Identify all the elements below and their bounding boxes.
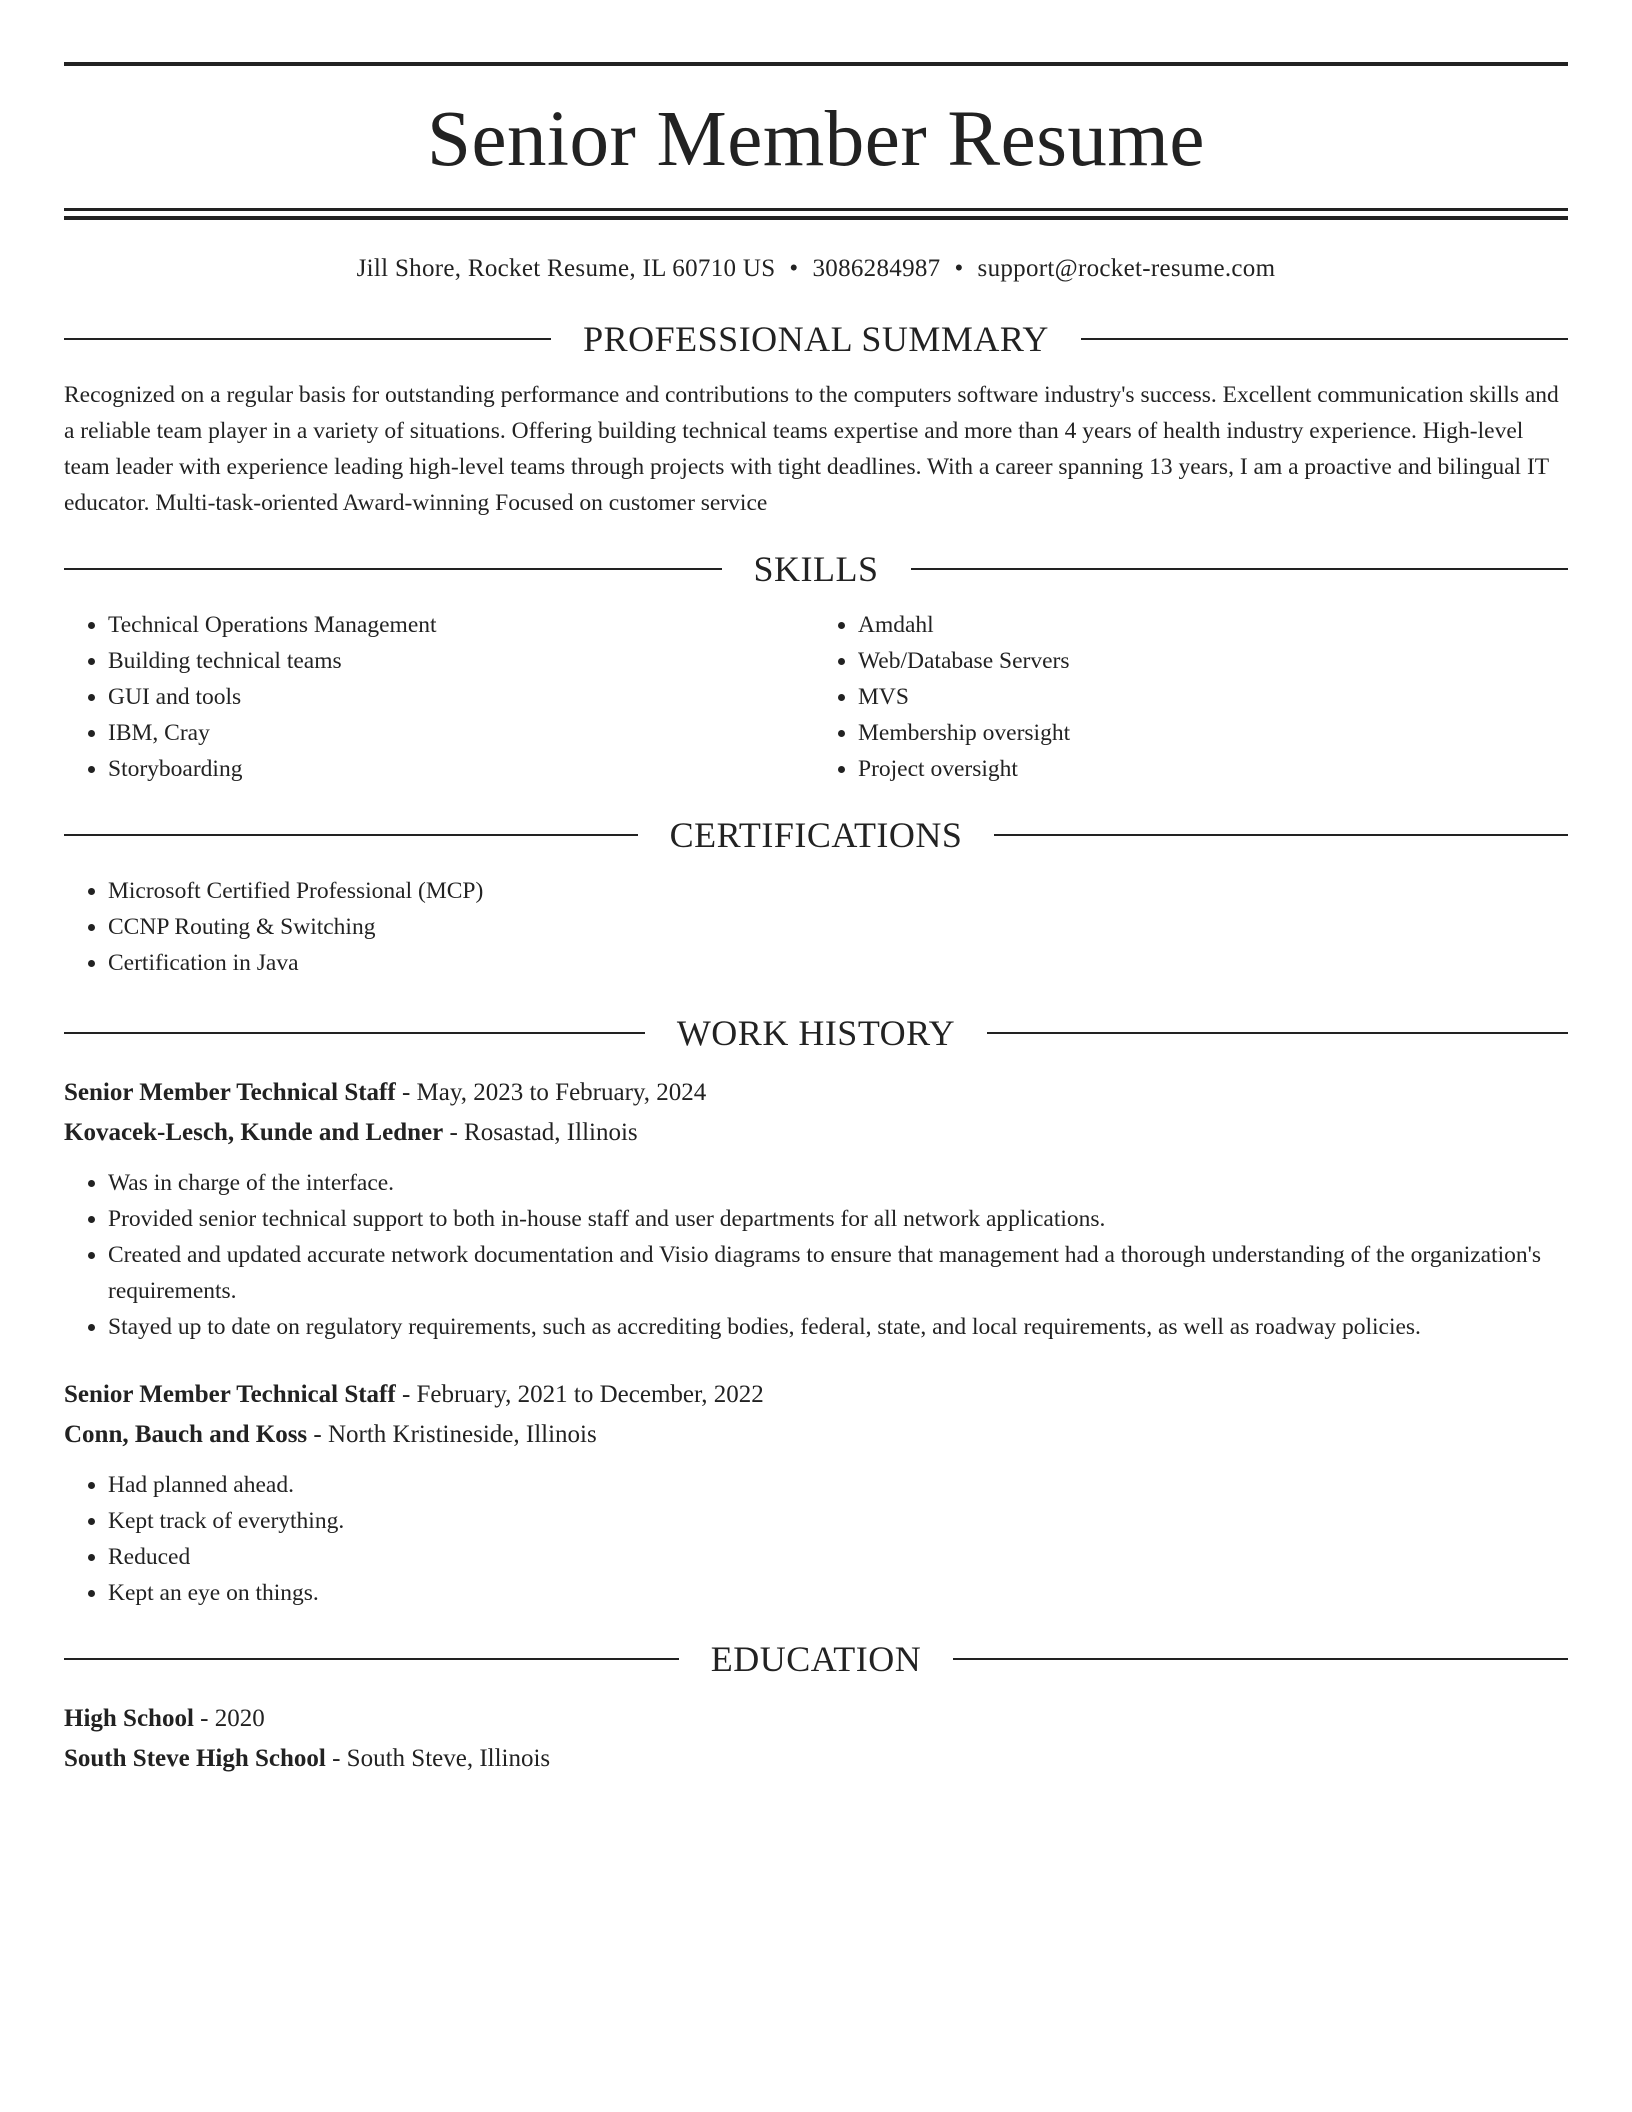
education-school-line [64, 1739, 1568, 1779]
certifications-heading: CERTIFICATIONS [669, 815, 963, 855]
skill-item: • IBM, Cray [108, 715, 816, 751]
heading-rule-left [64, 1032, 645, 1034]
contact-email: support@rocket-resume.com [977, 255, 1276, 282]
top-rule [64, 62, 1568, 66]
heading-rule-right [1081, 338, 1568, 340]
heading-rule-left [64, 1658, 679, 1660]
education-degree: High School [64, 1705, 194, 1732]
heading-rule-right [911, 568, 1569, 570]
skills-column-left [64, 607, 816, 787]
job-bullet: • Reduced [108, 1539, 1568, 1575]
certification-item: • Certification in Java [108, 945, 1568, 981]
section-heading-education [64, 1641, 1568, 1677]
job-company: Kovacek-Lesch, Kunde and Ledner [64, 1119, 444, 1146]
job-bullet: • Provided senior technical support to both in-house staff and user departments for all network applications. [108, 1201, 1568, 1237]
skills-list [64, 607, 1568, 787]
job-company: Conn, Bauch and Koss [64, 1421, 308, 1448]
title-double-rule [64, 208, 1568, 220]
education-degree-line [64, 1699, 1568, 1739]
heading-rule-left [64, 338, 551, 340]
certification-item: • Microsoft Certified Professional (MCP) [108, 873, 1568, 909]
certification-item: • CCNP Routing & Switching [108, 909, 1568, 945]
contact-separator: • [789, 255, 799, 282]
section-heading-summary [64, 321, 1568, 357]
job-bullets [64, 1165, 1568, 1345]
section-heading-work-history [64, 1015, 1568, 1051]
job-company-line [64, 1415, 1568, 1455]
job-company-line [64, 1113, 1568, 1153]
job-location: - Rosastad, Illinois [443, 1119, 638, 1146]
job-entry [64, 1375, 1568, 1611]
job-dates: - February, 2021 to December, 2022 [395, 1381, 764, 1408]
skill-item: • MVS [858, 679, 1568, 715]
job-dates: - May, 2023 to February, 2024 [395, 1079, 707, 1106]
education-entry [64, 1699, 1568, 1779]
job-bullet: • Kept an eye on things. [108, 1575, 1568, 1611]
contact-address: Jill Shore, Rocket Resume, IL 60710 US [356, 255, 776, 282]
skills-column-right [816, 607, 1568, 787]
job-bullet: • Was in charge of the interface. [108, 1165, 1568, 1201]
summary-text: Recognized on a regular basis for outstanding performance and contributions to the computers software industry's success. Excellent communication skills and a reliable team player in a variety of situations. Offering building technical teams expertise and more than 4 years of health industry experience. High-level team leader with experience leading high-level teams through projects with tight deadlines. With a career spanning 13 years, I am a proactive and bilingual IT educator. Multi-task-oriented Award-winning Focused on customer service [64, 382, 1559, 516]
contact-line [64, 256, 1568, 281]
summary-heading: PROFESSIONAL SUMMARY [583, 319, 1049, 359]
contact-separator: • [954, 255, 964, 282]
skill-item: • GUI and tools [108, 679, 816, 715]
section-heading-certifications [64, 817, 1568, 853]
skill-item: • Amdahl [858, 607, 1568, 643]
job-bullet: • Created and updated accurate network documentation and Visio diagrams to ensure that management had a thorough understanding of the organization's requirements. [108, 1237, 1568, 1309]
certifications-list [64, 873, 1568, 981]
job-title: Senior Member Technical Staff [64, 1381, 396, 1408]
section-heading-skills [64, 551, 1568, 587]
heading-rule-left [64, 568, 722, 570]
heading-rule-right [987, 1032, 1568, 1034]
job-bullet: • Stayed up to date on regulatory requirements, such as accrediting bodies, federal, state, and local requirements, as well as roadway policies. [108, 1309, 1568, 1345]
skill-item: • Technical Operations Management [108, 607, 816, 643]
job-bullet: • Kept track of everything. [108, 1503, 1568, 1539]
skills-heading: SKILLS [753, 549, 879, 589]
job-bullets [64, 1467, 1568, 1611]
job-title: Senior Member Technical Staff [64, 1079, 396, 1106]
work-history-heading: WORK HISTORY [676, 1013, 956, 1053]
education-heading: EDUCATION [710, 1639, 922, 1679]
heading-rule-right [994, 834, 1568, 836]
education-location: - South Steve, Illinois [325, 1745, 551, 1772]
job-title-line [64, 1073, 1568, 1113]
job-bullet: • Had planned ahead. [108, 1467, 1568, 1503]
contact-phone: 3086284987 [812, 255, 941, 282]
skill-item: • Membership oversight [858, 715, 1568, 751]
job-title-line [64, 1375, 1568, 1415]
job-entry [64, 1073, 1568, 1345]
education-school: South Steve High School [64, 1745, 326, 1772]
skill-item: • Project oversight [858, 751, 1568, 787]
skill-item: • Building technical teams [108, 643, 816, 679]
skill-item: • Storyboarding [108, 751, 816, 787]
skill-item: • Web/Database Servers [858, 643, 1568, 679]
job-location: - North Kristineside, Illinois [307, 1421, 597, 1448]
resume-title: Senior Member Resume [427, 96, 1205, 183]
education-year: - 2020 [193, 1705, 265, 1732]
heading-rule-left [64, 834, 638, 836]
heading-rule-right [953, 1658, 1568, 1660]
